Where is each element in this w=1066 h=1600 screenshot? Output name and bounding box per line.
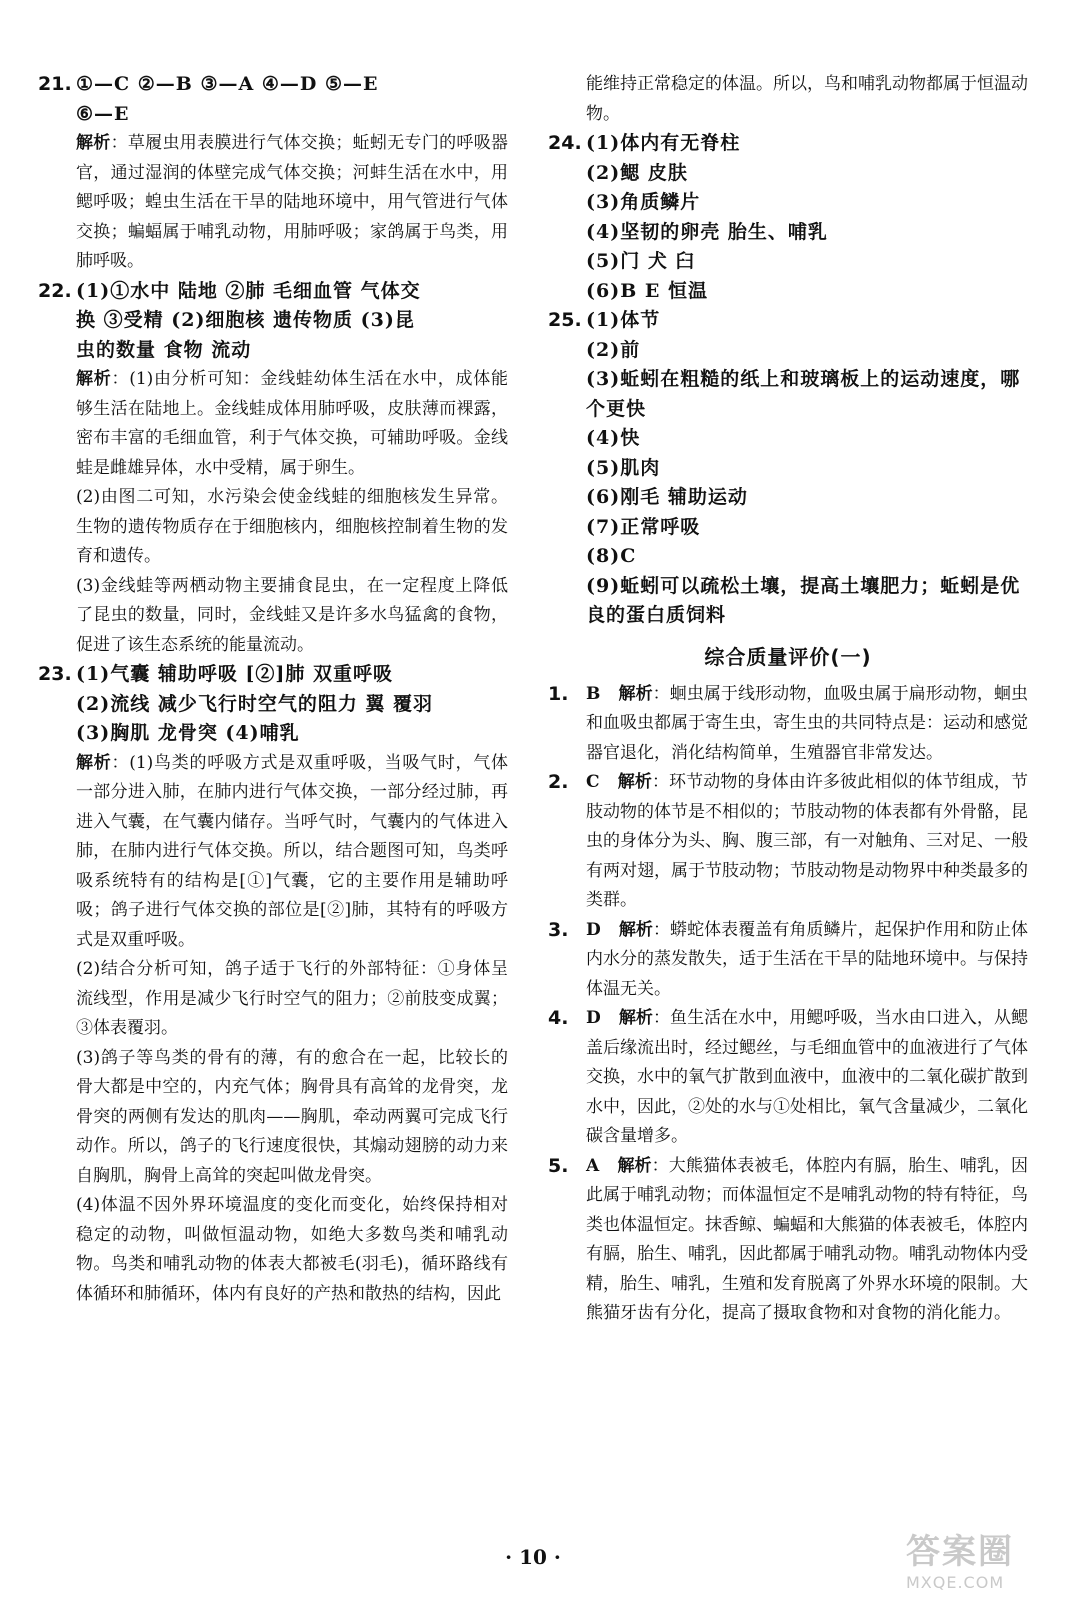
analysis-text: 蛔虫属于线形动物，血吸虫属于扁形动物，蛔虫和血吸虫都属于寄生虫，寄生虫的共同特点是：运动和感觉器官退化，消化结构简单，生殖器官非常发达。 (586, 683, 1029, 763)
answer-line: (1)①水中 陆地 ②肺 毛细血管 气体交 (76, 279, 421, 302)
answer-line: (1)体内有无脊柱 (586, 132, 741, 154)
question-25 (548, 306, 1028, 631)
answer-line: (2)流线 减少飞行时空气的阻力 翼 覆羽 (76, 692, 434, 715)
answer-line: 换 ③受精 (2)细胞核 遗传物质 (3)昆 (76, 309, 415, 331)
answer-line: (4)坚韧的卵壳 胎生、哺乳 (586, 220, 828, 243)
answer-line: (9)蚯蚓可以疏松土壤，提高土壤肥力；蚯蚓是优良的蛋白质饲料 (586, 574, 1021, 626)
question-number: 23. (38, 663, 72, 685)
analysis-text: 蟒蛇体表覆盖有角质鳞片，起保护作用和防止体内水分的蒸发散失，适于生活在干旱的陆地环境中。与保持体温无关。 (586, 919, 1029, 999)
question-21 (38, 70, 508, 277)
answer-line: ①—C ②—B ③—A ④—D ⑤—E (76, 73, 379, 95)
eval-question-2: 2. C 解析：环节动物的身体由许多彼此相似的体节组成，节肢动物的体节是不相似的；节肢动物的体表都有外骨骼，昆虫的身体分为头、胸、腹三部，有一对触角、三对足、一般有两对翅，属于节肢动物；节肢动物是动物界中种类最多的类群。 (548, 768, 1028, 916)
answer-line: (8)C (586, 545, 637, 567)
answer-line: (1)体节 (586, 309, 661, 331)
question-number: 3. (548, 918, 569, 941)
question-number: 1. (548, 682, 569, 705)
question-number: 22. (38, 279, 72, 302)
analysis-paragraph: (3)金线蛙等两栖动物主要捕食昆虫，在一定程度上降低了昆虫的数量，同时，金线蛙又是许多水鸟猛禽的食物，促进了该生态系统的能量流动。 (76, 575, 508, 655)
answer-line: (4)快 (586, 427, 641, 449)
continued-text: 能维持正常稳定的体温。所以，鸟和哺乳动物都属于恒温动物。 (586, 74, 1028, 124)
analysis-paragraph: (3)鸽子等鸟类的骨有的薄，有的愈合在一起，比较长的骨大都是中空的，内充气体；胸骨具有高耸的龙骨突，龙骨突的两侧有发达的肌肉——胸肌，牵动两翼可完成飞行动作。所以，鸽子的飞行速度很快，其煽动翅膀的动力来自胸肌，胸骨上高耸的突起叫做龙骨突。 (76, 1047, 508, 1186)
answer-choice: A (586, 1155, 601, 1176)
question-number: 21. (38, 73, 72, 95)
question-number: 24. (548, 132, 582, 154)
question-number: 2. (548, 771, 569, 793)
answer-choice: C (586, 772, 601, 792)
eval-question-3: 3. D 解析：蟒蛇体表覆盖有角质鳞片，起保护作用和防止体内水分的蒸发散失，适于生活在干旱的陆地环境中。与保持体温无关。 (548, 916, 1028, 1005)
eval-question-5: 5. A 解析：大熊猫体表被毛，体腔内有膈，胎生、哺乳，因此属于哺乳动物；而体温恒定不是哺乳动物的特有特征，鸟类也体温恒定。抹香鲸、蝙蝠和大熊猫的体表被毛，体腔内有膈，胎生、哺乳，因此都属于哺乳动物。哺乳动物体内受精，胎生、哺乳，生殖和发育脱离了外界水环境的限制。大熊猫牙齿有分化，提高了摄取食物和对食物的消化能力。 (548, 1152, 1028, 1329)
question-22 (38, 277, 508, 661)
question-number: 25. (548, 309, 582, 331)
analysis: 解析：(1)鸟类的呼吸方式是双重呼吸，当吸气时，气体一部分进入肺，在肺内进行气体交换，一部分经过肺，再进入气囊，在气囊内储存。当呼气时，气囊内的气体进入肺，在肺内进行气体交换。所以，结合题图可知，鸟类呼吸系统特有的结构是[①]气囊，它的主要作用是辅助呼吸；鸽子进行气体交换的部位是[②]肺，其特有的呼吸方式是双重呼吸。 (76, 752, 509, 950)
answer-line: (5)门 犬 臼 (586, 250, 696, 272)
answer-line: (2)鳃 皮肤 (586, 161, 688, 184)
analysis-label: 解析 (618, 683, 653, 704)
analysis-text: 草履虫用表膜进行气体交换；蚯蚓无专门的呼吸器官，通过湿润的体壁完成气体交换；河蚌生活在水中，用鳃呼吸；蝗虫生活在干旱的陆地环境中，用气管进行气体交换；蝙蝠属于哺乳动物，用肺呼吸；家鸽属于鸟类，用肺呼吸。 (76, 133, 509, 271)
analysis-paragraph: (2)结合分析可知，鸽子适于飞行的外部特征：①身体呈流线型，作用是减少飞行时空气的阻力；②前肢变成翼；③体表覆羽。 (76, 959, 508, 1038)
analysis-label: 解析 (76, 133, 111, 153)
answer-line: 虫的数量 食物 流动 (76, 338, 252, 361)
answer-line: (6)B E 恒温 (586, 279, 708, 302)
analysis-text: 环节动物的身体由许多彼此相似的体节组成，节肢动物的体节是不相似的；节肢动物的体表都有外骨骼，昆虫的身体分为头、胸、腹三部，有一对触角、三对足、一般有两对翅，属于节肢动物；节肢动物是动物界中种类最多的类群。 (586, 772, 1029, 910)
analysis-text: 大熊猫体表被毛，体腔内有膈，胎生、哺乳，因此属于哺乳动物；而体温恒定不是哺乳动物的特有特征，鸟类也体温恒定。抹香鲸、蝙蝠和大熊猫的体表被毛，体腔内有膈，胎生、哺乳，因此都属于哺乳动物。哺乳动物体内受精，胎生、哺乳，生殖和发育脱离了外界水环境的限制。大熊猫牙齿有分化，提高了摄取食物和对食物的消化能力。 (586, 1155, 1029, 1323)
question-number: 4. (548, 1007, 569, 1029)
eval-question-1: 1. B 解析：蛔虫属于线形动物，血吸虫属于扁形动物，蛔虫和血吸虫都属于寄生虫，寄生虫的共同特点是：运动和感觉器官退化，消化结构简单，生殖器官非常发达。 (548, 680, 1028, 769)
page-number: · 10 · (505, 1545, 561, 1569)
question-24 (548, 129, 1028, 306)
analysis-label: 解析 (617, 772, 652, 792)
answer-line: (3)角质鳞片 (586, 191, 701, 213)
analysis-label: 解析 (618, 1008, 653, 1028)
question-number: 5. (548, 1154, 569, 1177)
analysis-label: 解析 (76, 369, 112, 389)
analysis-label: 解析 (617, 1155, 652, 1176)
analysis: 解析：(1)由分析可知：金线蛙幼体生活在水中，成体能够生活在陆地上。金线蛙成体用肺呼吸，皮肤薄而裸露，密布丰富的毛细血管，利于气体交换，可辅助呼吸。金线蛙是雌雄异体，水中受精，属于卵生。 (76, 369, 509, 478)
answer-line: (5)肌肉 (586, 456, 661, 479)
eval-question-4: 4. D 解析：鱼生活在水中，用鳃呼吸，当水由口进入，从鳃盖后缘流出时，经过鳃丝，与毛细血管中的血液进行了气体交换，水中的氧气扩散到血液中，血液中的二氧化碳扩散到水中，因此，②处的水与①处相比，氧气含量减少，二氧化碳含量增多。 (548, 1004, 1028, 1152)
left-column (38, 70, 508, 1309)
section-title: 综合质量评价(一) (704, 644, 872, 669)
analysis-text: (1)鸟类的呼吸方式是双重呼吸，当吸气时，气体一部分进入肺，在肺内进行气体交换，一部分经过肺，再进入气囊，在气囊内储存。当呼气时，气囊内的气体进入肺，在肺内进行气体交换。所以，结合题图可知，鸟类呼吸系统特有的结构是[①]气囊，它的主要作用是辅助呼吸；鸽子进行气体交换的部位是[②]肺，其特有的呼吸方式是双重呼吸。 (76, 752, 509, 950)
analysis-paragraph: (2)由图二可知，水污染会使金线蛙的细胞核发生异常。生物的遗传物质存在于细胞核内，细胞核控制着生物的发育和遗传。 (76, 487, 508, 566)
watermark-logo: 答案圈 (906, 1532, 1014, 1572)
analysis: 解析：草履虫用表膜进行气体交换；蚯蚓无专门的呼吸器官，通过湿润的体壁完成气体交换；河蚌生活在水中，用鳃呼吸；蝗虫生活在干旱的陆地环境中，用气管进行气体交换；蝙蝠属于哺乳动物，用肺呼吸；家鸽属于鸟类，用肺呼吸。 (76, 133, 509, 271)
answer-line: (1)气囊 辅助呼吸 [②]肺 双重呼吸 (76, 663, 394, 685)
right-column (548, 70, 1028, 1329)
answer-line: (3)胸肌 龙骨突 (4)哺乳 (76, 722, 300, 744)
question-23 (38, 660, 508, 1309)
answer-choice: B (586, 683, 602, 704)
watermark-site: MXQE.COM (906, 1573, 1005, 1592)
analysis-paragraph: (4)体温不因外界环境温度的变化而变化，始终保持相对稳定的动物，叫做恒温动物，如绝大多数鸟类和哺乳动物。鸟类和哺乳动物的体表大都被毛(羽毛)，循环路线有体循环和肺循环，体内有良好的产热和散热的结构，因此 (76, 1195, 508, 1304)
analysis-label: 解析 (618, 919, 653, 940)
answer-line: (6)刚毛 辅助运动 (586, 486, 748, 508)
answer-line: (3)蚯蚓在粗糙的纸上和玻璃板上的运动速度，哪个更快 (586, 368, 1021, 420)
answer-line: ⑥—E (76, 102, 130, 125)
analysis-text: (1)由分析可知：金线蛙幼体生活在水中，成体能够生活在陆地上。金线蛙成体用肺呼吸，皮肤薄而裸露，密布丰富的毛细血管，利于气体交换，可辅助呼吸。金线蛙是雌雄异体，水中受精，属于卵生。 (76, 369, 509, 478)
analysis-text: 鱼生活在水中，用鳃呼吸，当水由口进入，从鳃盖后缘流出时，经过鳃丝，与毛细血管中的血液进行了气体交换，水中的氧气扩散到血液中，血液中的二氧化碳扩散到水中，因此，②处的水与①处相比，氧气含量减少，二氧化碳含量增多。 (586, 1008, 1029, 1146)
answer-choice: D (586, 1008, 602, 1028)
answer-choice: D (586, 919, 602, 940)
analysis-label: 解析 (76, 752, 112, 773)
answer-line: (7)正常呼吸 (586, 515, 701, 538)
answer-line: (2)前 (586, 338, 641, 361)
watermark (906, 1524, 1046, 1592)
